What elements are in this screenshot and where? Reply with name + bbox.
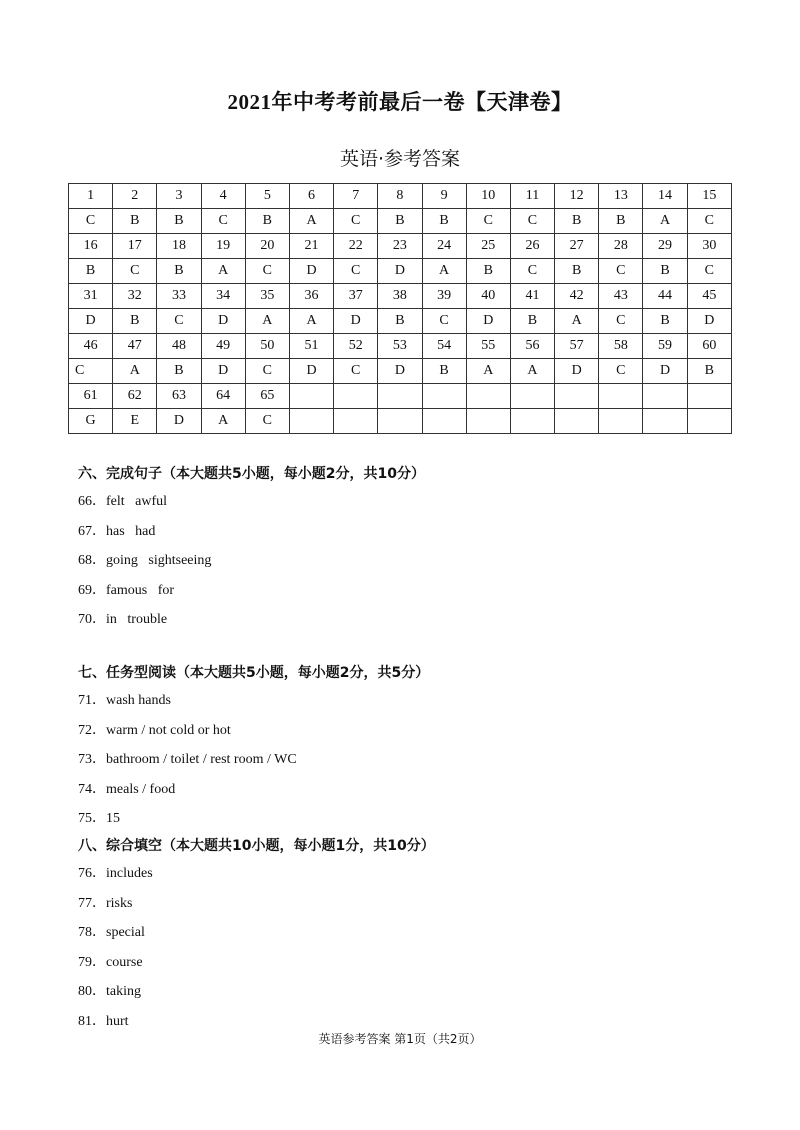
page-subtitle: 英语·参考答案: [339, 148, 461, 170]
answer-table-cell: 22: [334, 234, 378, 259]
answer-table-cell: C: [687, 209, 731, 234]
answer-table-cell: 1: [69, 184, 113, 209]
answer-item: 79．course: [78, 954, 143, 970]
answer-table-cell: D: [201, 359, 245, 384]
answer-table-cell: [378, 409, 422, 434]
answer-table-cell: D: [378, 259, 422, 284]
answer-table-cell: [555, 409, 599, 434]
answer-table-cell: 47: [113, 334, 157, 359]
answer-table-cell: C: [69, 359, 113, 384]
answer-table-cell: B: [378, 309, 422, 334]
answer-table-cell: A: [555, 309, 599, 334]
answer-table-cell: 54: [422, 334, 466, 359]
answer-table-row: [69, 184, 732, 209]
page-title: 2021年中考考前最后一卷【天津卷】: [227, 90, 573, 114]
answer-table-cell: D: [157, 409, 201, 434]
answer-table-cell: C: [157, 309, 201, 334]
answer-table-row: [69, 234, 732, 259]
answer-table-cell: 53: [378, 334, 422, 359]
answer-table-cell: 5: [245, 184, 289, 209]
answer-item: 66．felt awful: [78, 494, 168, 509]
answer-item: 71．wash hands: [78, 693, 171, 708]
answer-table-cell: A: [201, 409, 245, 434]
answer-table-cell: B: [643, 309, 687, 334]
answer-table-cell: 38: [378, 284, 422, 309]
answer-table-cell: [289, 409, 333, 434]
answer-table-cell: B: [69, 259, 113, 284]
answer-table-cell: 26: [510, 234, 554, 259]
answer-table-cell: 23: [378, 234, 422, 259]
answer-table-cell: 65: [245, 384, 289, 409]
answer-table-cell: C: [599, 259, 643, 284]
answer-table-cell: B: [157, 359, 201, 384]
answer-table-cell: 12: [555, 184, 599, 209]
answer-table-cell: 55: [466, 334, 510, 359]
answer-table-cell: [599, 384, 643, 409]
answer-table-cell: B: [113, 209, 157, 234]
answer-table-cell: 64: [201, 384, 245, 409]
answer-table-cell: 17: [113, 234, 157, 259]
answer-table-cell: C: [113, 259, 157, 284]
answer-table-cell: 63: [157, 384, 201, 409]
answer-table-cell: A: [113, 359, 157, 384]
answer-item: 67．has had: [78, 523, 156, 539]
answer-table-cell: 6: [289, 184, 333, 209]
answer-table-cell: B: [157, 209, 201, 234]
answer-table-cell: [334, 384, 378, 409]
answer-item: 73．bathroom / toilet / rest room / WC: [78, 752, 297, 768]
answer-table-cell: D: [334, 309, 378, 334]
section-cloze: [78, 833, 435, 1037]
answer-table-cell: 33: [157, 284, 201, 309]
answer-table-cell: D: [643, 359, 687, 384]
answer-item: 76．includes: [78, 866, 153, 881]
answer-table-cell: 51: [289, 334, 333, 359]
answer-table-cell: A: [201, 259, 245, 284]
answer-table-cell: 44: [643, 284, 687, 309]
answer-table-cell: 59: [643, 334, 687, 359]
answer-table-cell: D: [466, 309, 510, 334]
answer-table-cell: 45: [687, 284, 731, 309]
answer-table-cell: [466, 384, 510, 409]
answer-table-row: [69, 309, 732, 334]
answer-table-cell: [378, 384, 422, 409]
answer-table-cell: 50: [245, 334, 289, 359]
answer-table-row: [69, 209, 732, 234]
answer-table-row: [69, 259, 732, 284]
answer-table-cell: C: [245, 359, 289, 384]
answer-table-row: [69, 359, 732, 384]
answer-table-cell: 42: [555, 284, 599, 309]
answer-table-cell: C: [201, 209, 245, 234]
answer-table-cell: [687, 384, 731, 409]
answer-item: 78．special: [78, 925, 145, 941]
section-task-reading: [78, 660, 429, 834]
page-footer: 英语参考答案 第1页（共2页）: [318, 1032, 482, 1046]
answer-table-row: [69, 409, 732, 434]
answer-table-cell: B: [113, 309, 157, 334]
answer-table-cell: C: [510, 259, 554, 284]
answer-table-cell: C: [334, 359, 378, 384]
answer-table-cell: 19: [201, 234, 245, 259]
answer-item: 74．meals / food: [78, 781, 176, 797]
answer-table-cell: [422, 409, 466, 434]
answer-table: [68, 183, 732, 434]
answer-table-cell: 7: [334, 184, 378, 209]
answer-table-row: [69, 384, 732, 409]
answer-table-cell: [687, 409, 731, 434]
answer-table-cell: 8: [378, 184, 422, 209]
answer-table-cell: D: [687, 309, 731, 334]
answer-table-cell: B: [555, 259, 599, 284]
answer-table-cell: B: [157, 259, 201, 284]
answer-table-cell: B: [466, 259, 510, 284]
answer-table-cell: C: [510, 209, 554, 234]
answer-table-cell: [289, 384, 333, 409]
answer-table-cell: B: [599, 209, 643, 234]
answer-table-cell: [510, 384, 554, 409]
answer-table-cell: A: [643, 209, 687, 234]
answer-table-cell: 16: [69, 234, 113, 259]
answer-table-cell: D: [69, 309, 113, 334]
answer-item: 80．taking: [78, 984, 141, 1000]
answer-item: 72．warm / not cold or hot: [78, 722, 231, 738]
answer-table-cell: C: [334, 259, 378, 284]
answer-table-cell: 4: [201, 184, 245, 209]
answer-item: 77．risks: [78, 895, 133, 911]
answer-table-cell: A: [289, 309, 333, 334]
answer-table-cell: D: [378, 359, 422, 384]
answer-table-cell: 10: [466, 184, 510, 209]
answer-table-cell: 46: [69, 334, 113, 359]
answer-table-cell: D: [289, 259, 333, 284]
answer-table-cell: 35: [245, 284, 289, 309]
answer-item: 68．going sightseeing: [78, 553, 212, 569]
answer-table-cell: 20: [245, 234, 289, 259]
answer-table-cell: 62: [113, 384, 157, 409]
answer-table-cell: 56: [510, 334, 554, 359]
answer-table-cell: 3: [157, 184, 201, 209]
answer-table-cell: C: [69, 209, 113, 234]
answer-table-cell: 37: [334, 284, 378, 309]
answer-table-cell: 13: [599, 184, 643, 209]
answer-table-cell: A: [466, 359, 510, 384]
answer-table-cell: 36: [289, 284, 333, 309]
answer-table-cell: 60: [687, 334, 731, 359]
answer-table-cell: [599, 409, 643, 434]
answer-table-cell: C: [466, 209, 510, 234]
answer-table-cell: C: [599, 359, 643, 384]
answer-table-cell: A: [422, 259, 466, 284]
answer-table-cell: 57: [555, 334, 599, 359]
answer-table-cell: A: [510, 359, 554, 384]
answer-item: 69．famous for: [78, 582, 175, 598]
answer-table-cell: B: [422, 209, 466, 234]
answer-table-cell: [466, 409, 510, 434]
answer-table-cell: C: [334, 209, 378, 234]
answer-table-cell: 11: [510, 184, 554, 209]
answer-table-cell: C: [599, 309, 643, 334]
answer-table-cell: 52: [334, 334, 378, 359]
answer-table-cell: 9: [422, 184, 466, 209]
answer-table-cell: 34: [201, 284, 245, 309]
answer-table-cell: 29: [643, 234, 687, 259]
answer-table-row: [69, 334, 732, 359]
answer-table-cell: [334, 409, 378, 434]
answer-table-cell: [555, 384, 599, 409]
answer-table-cell: [422, 384, 466, 409]
answer-table-cell: C: [245, 409, 289, 434]
answer-item: 70．in trouble: [78, 612, 168, 628]
answer-table-cell: [643, 409, 687, 434]
answer-item: 75．15: [78, 811, 120, 827]
answer-table-cell: 14: [643, 184, 687, 209]
section-heading: 七、任务型阅读（本大题共5小题，每小题2分，共5分）: [78, 665, 430, 681]
answer-table-cell: C: [687, 259, 731, 284]
section-heading: 六、完成句子（本大题共5小题，每小题2分，共10分）: [78, 466, 425, 482]
answer-table-cell: 39: [422, 284, 466, 309]
answer-table-cell: D: [289, 359, 333, 384]
answer-table-cell: B: [687, 359, 731, 384]
answer-table-cell: 31: [69, 284, 113, 309]
answer-table-cell: C: [422, 309, 466, 334]
section-heading: 八、综合填空（本大题共10小题，每小题1分，共10分）: [78, 838, 435, 854]
answer-table-cell: D: [201, 309, 245, 334]
answer-table-cell: 2: [113, 184, 157, 209]
answer-table-cell: 15: [687, 184, 731, 209]
answer-table-cell: 18: [157, 234, 201, 259]
answer-table-cell: B: [245, 209, 289, 234]
answer-table-cell: D: [555, 359, 599, 384]
answer-table-cell: B: [378, 209, 422, 234]
answer-table-cell: 30: [687, 234, 731, 259]
answer-table-cell: 43: [599, 284, 643, 309]
answer-table-cell: [643, 384, 687, 409]
answer-table-cell: A: [289, 209, 333, 234]
answer-table-cell: 41: [510, 284, 554, 309]
answer-table-cell: B: [422, 359, 466, 384]
answer-table-cell: 25: [466, 234, 510, 259]
answer-table-cell: B: [510, 309, 554, 334]
answer-table-cell: B: [555, 209, 599, 234]
answer-table-cell: A: [245, 309, 289, 334]
answer-table-cell: 49: [201, 334, 245, 359]
answer-item: 81．hurt: [78, 1013, 129, 1029]
answer-table-cell: E: [113, 409, 157, 434]
answer-table-cell: 28: [599, 234, 643, 259]
answer-table-cell: 32: [113, 284, 157, 309]
answer-table-cell: 58: [599, 334, 643, 359]
answer-table-cell: B: [643, 259, 687, 284]
answer-table-cell: 48: [157, 334, 201, 359]
answer-table-cell: [510, 409, 554, 434]
answer-table-cell: G: [69, 409, 113, 434]
answer-table-cell: 24: [422, 234, 466, 259]
answer-table-cell: 27: [555, 234, 599, 259]
section-complete-sentences: [78, 461, 425, 635]
answer-table-cell: 21: [289, 234, 333, 259]
answer-table-row: [69, 284, 732, 309]
answer-table-cell: 61: [69, 384, 113, 409]
answer-table-cell: 40: [466, 284, 510, 309]
answer-table-cell: C: [245, 259, 289, 284]
